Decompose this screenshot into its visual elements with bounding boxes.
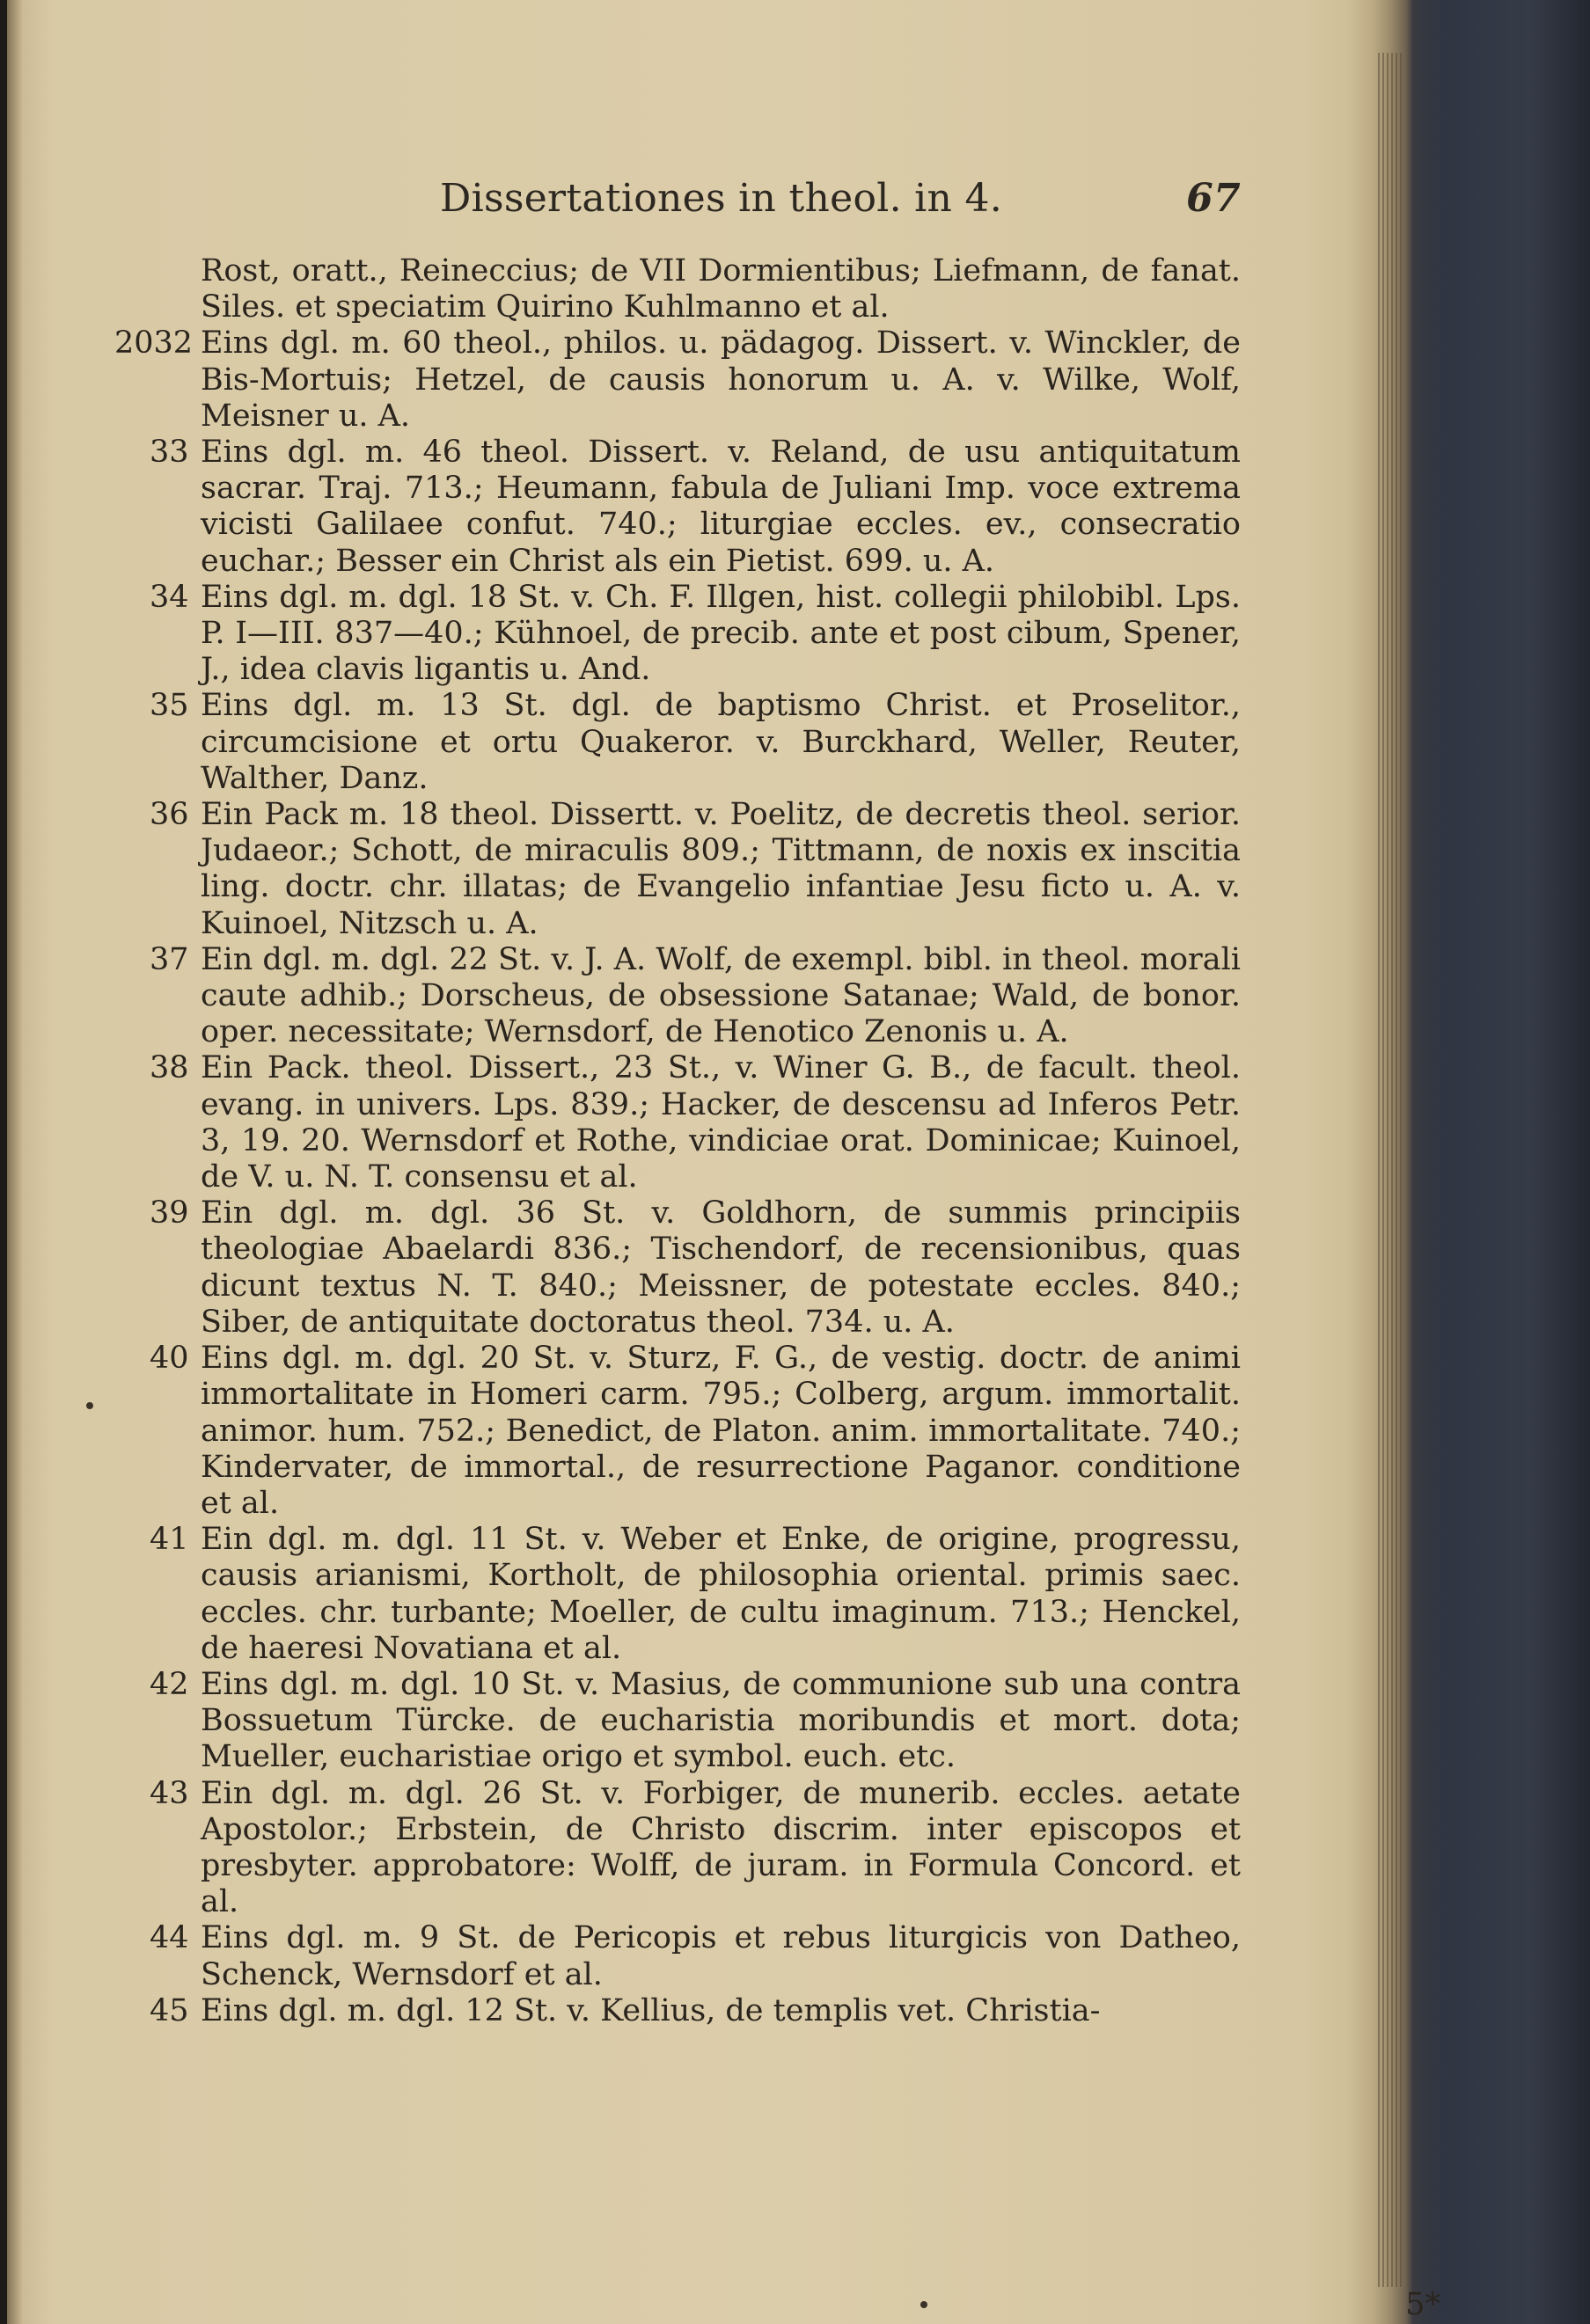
entry-text: Rost, oratt., Reineccius; de VII Dormientibus; Liefmann, de fanat. Siles. et speciatim Quirino Kuhlmanno et al. — [201, 253, 1241, 325]
page-edge-stack — [1378, 53, 1404, 2287]
entry-text: Eins dgl. m. dgl. 20 St. v. Sturz, F. G., de vestig. doctr. de animi immortalitate in Homeri carm. 795.; Colberg, argum. immortalit. animor. hum. 752.; Benedict, de Platon. anim. immortalitate. 740.; Kindervater, de immortal., de resurrectione Paganor. conditione et al. — [201, 1341, 1241, 1521]
entry-text: Ein dgl. m. dgl. 36 St. v. Goldhorn, de summis principiis theologiae Abaelardi 836.; Tischendorf, de recensionibus, quas dicunt textus N. T. 840.; Meissner, de potestate eccles. 840.; Siber, de antiquitate doctoratus theol. 734. u. A. — [201, 1195, 1241, 1340]
list-item — [150, 1667, 1241, 1776]
ink-spot — [86, 1402, 93, 1409]
entry-number: 43 — [150, 1775, 189, 1811]
list-item — [150, 1195, 1241, 1341]
list-item — [150, 1993, 1241, 2029]
ink-spot — [920, 2301, 927, 2308]
page-body — [114, 176, 1241, 2029]
entry-text: Ein dgl. m. dgl. 22 St. v. J. A. Wolf, de exempl. bibl. in theol. morali caute adhib.; Dorscheus, de obsessione Satanae; Wald, de bonor. oper. necessitate; Wernsdorf, de Henotico Zenonis u. A. — [201, 941, 1241, 1050]
entry-number: 41 — [150, 1522, 189, 1558]
entry-number: 40 — [150, 1341, 189, 1377]
list-item — [150, 797, 1241, 942]
entry-number: 39 — [150, 1195, 189, 1231]
entry-number: 44 — [150, 1920, 189, 1956]
entry-text: Eins dgl. m. dgl. 12 St. v. Kellius, de templis vet. Christia- — [201, 1992, 1101, 2028]
list-item — [114, 325, 1241, 435]
entry-text: Ein dgl. m. dgl. 26 St. v. Forbiger, de munerib. eccles. aetate Apostolor.; Erbstein, de Christo discrim. inter episcopos et presbyter. approbatore: Wolff, de juram. in Formula Concord. et al. — [201, 1775, 1241, 1920]
entry-list — [114, 253, 1241, 2029]
entry-number: 33 — [150, 435, 189, 471]
running-head — [150, 176, 1241, 229]
entry-text: Eins dgl. m. 60 theol., philos. u. pädagog. Dissert. v. Winckler, de Bis-Mortuis; Hetzel, de causis honorum u. A. v. Wilke, Wolf, Meisner u. A. — [201, 325, 1241, 434]
entry-number: 35 — [150, 688, 189, 724]
entry-number: 37 — [150, 941, 189, 977]
entry-number: 38 — [150, 1050, 189, 1086]
entry-number: 45 — [150, 1992, 189, 2028]
list-item — [150, 688, 1241, 797]
list-item — [150, 253, 1241, 325]
entry-text: Eins dgl. m. 46 theol. Dissert. v. Reland, de usu antiquitatum sacrar. Traj. 713.; Heumann, fabula de Juliani Imp. voce extrema vicisti Galilaee confut. 740.; liturgiae eccles. ev., consecratio euchar.; Besser ein Christ als ein Pietist. 699. u. A. — [201, 435, 1241, 579]
entry-text: Eins dgl. m. dgl. 18 St. v. Ch. F. Illgen, hist. collegii philobibl. Lps. P. I—III. 837—40.; Kühnoel, de precib. ante et post cibum, Spener, J., idea clavis ligantis u. And. — [201, 579, 1241, 688]
entry-text: Ein Pack m. 18 theol. Dissertt. v. Poelitz, de decretis theol. serior. Judaeor.; Schott, de miraculis 809.; Tittmann, de noxis ex inscitia ling. doctr. chr. illatas; de Evangelio infantiae Jesu ficto u. A. v. Kuinoel, Nitzsch u. A. — [201, 797, 1241, 941]
list-item — [150, 1920, 1241, 1992]
running-title: Dissertationes in theol. in 4. — [440, 176, 1003, 221]
list-item — [150, 1522, 1241, 1667]
list-item — [150, 1341, 1241, 1522]
entry-text: Eins dgl. m. 13 St. dgl. de baptismo Christ. et Proselitor., circumcisione et ortu Quakeror. v. Burckhard, Weller, Reuter, Walther, Danz. — [201, 688, 1241, 796]
entry-text: Eins dgl. m. 9 St. de Pericopis et rebus liturgicis von Datheo, Schenck, Wernsdorf et al. — [201, 1920, 1241, 1992]
entry-text: Ein dgl. m. dgl. 11 St. v. Weber et Enke, de origine, progressu, causis arianismi, Kortholt, de philosophia oriental. primis saec. eccles. chr. turbante; Moeller, de cultu imaginum. 713.; Henckel, de haeresi Novatiana et al. — [201, 1522, 1241, 1666]
entry-text: Eins dgl. m. dgl. 10 St. v. Masius, de communione sub una contra Bossuetum Türcke. de eucharistia moribundis et mort. dota; Mueller, eucharistiae origo et symbol. euch. etc. — [201, 1666, 1241, 1775]
entry-text: Ein Pack. theol. Dissert., 23 St., v. Winer G. B., de facult. theol. evang. in univers. Lps. 839.; Hacker, de descensu ad Inferos Petr. 3, 19. 20. Wernsdorf et Rothe, vindiciae orat. Dominicae; Kuinoel, de V. u. N. T. consensu et al. — [201, 1050, 1241, 1195]
entry-number: 42 — [150, 1666, 189, 1702]
page-number: 67 — [1186, 176, 1241, 221]
left-binding-edge — [0, 0, 7, 2324]
entry-number: 2032 — [114, 325, 194, 362]
signature-mark: 5* — [1405, 2287, 1440, 2322]
list-item — [150, 580, 1241, 689]
list-item — [150, 942, 1241, 1051]
list-item — [150, 1776, 1241, 1921]
list-item — [150, 435, 1241, 580]
entry-number: 36 — [150, 797, 189, 833]
entry-number: 34 — [150, 579, 189, 615]
list-item — [150, 1050, 1241, 1195]
